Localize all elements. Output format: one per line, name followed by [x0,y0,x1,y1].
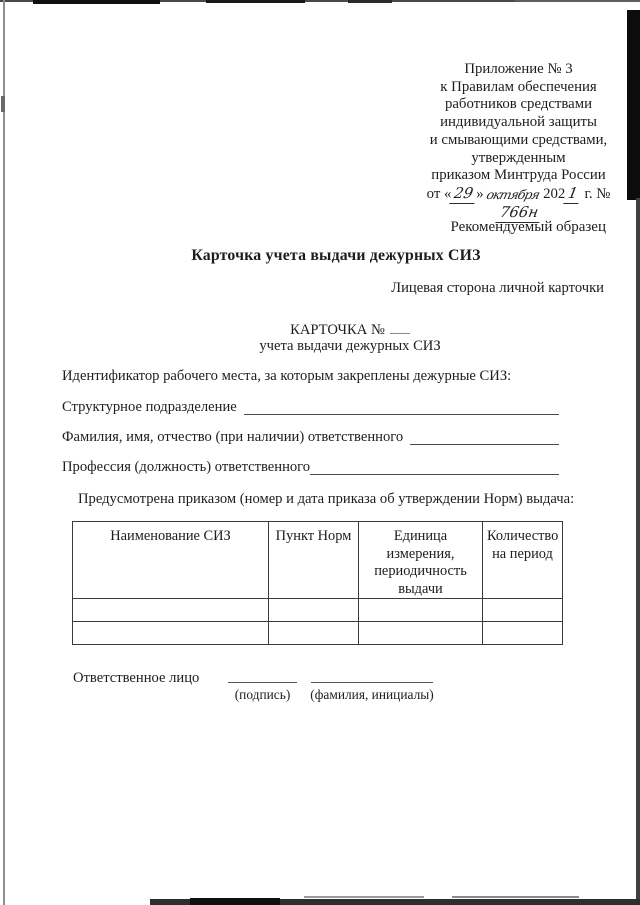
date-close-quote: » [476,185,484,202]
table-header-unit-period: Единица измерения, периодичность выдачи [359,522,483,599]
card-number-line [230,322,470,339]
table-cell [359,599,483,622]
appendix-line: утвержденным [471,149,566,166]
workplace-identifier-label: Идентификатор рабочего места, за которым закреплены дежурные СИЗ: [62,368,512,384]
table-cell [269,599,359,622]
card-heading [230,322,470,354]
table-cell [359,622,483,645]
scan-artifact-bottom-bar [150,899,640,905]
scan-artifact-top-edge-dark2 [206,0,305,3]
card-number-blank [390,322,410,334]
scan-artifact-bottom-dark [190,898,280,905]
table-header-quantity: Количество на период [483,522,563,599]
scan-artifact-top-edge-dark3 [348,0,392,3]
scan-artifact-top-edge-dark1 [33,0,160,4]
year-printed: 202 [543,185,566,202]
appendix-line: Приложение № 3 [464,61,573,77]
table-row [73,599,563,622]
department-blank-line [244,400,559,415]
handwritten-day: 29 [450,185,478,204]
table-row [73,622,563,645]
appendix-line: индивидуальной защиты [440,114,597,131]
responsible-position-blank-line [310,460,559,475]
scan-artifact-bottom-gray1 [304,896,424,898]
handwritten-month: октября [485,186,542,202]
responsible-position-field-row [62,459,559,475]
name-caption: (фамилия, инициалы) [310,687,434,702]
table-cell [73,599,269,622]
appendix-reference-block [415,61,622,222]
recommended-sample-note: Рекомендуемый образец [450,219,606,235]
handwritten-order-number: 766н [495,204,542,223]
scan-artifact-left-blob [1,96,5,112]
table-header-row [73,522,563,599]
scan-artifact-top-edge [0,0,640,2]
scan-artifact-left-edge [3,0,5,905]
scan-artifact-bottom-gray2 [452,896,579,898]
department-label: Структурное подразделение [62,399,237,415]
table-cell [483,599,563,622]
responsible-name-field-row [62,429,559,445]
appendix-line: работников средствами [444,96,593,113]
appendix-line: к Правилам обеспечения [440,78,597,95]
scan-artifact-right-bar [627,10,640,200]
signature-blank-line [228,669,297,683]
card-number-label: КАРТОЧКА № [290,322,385,338]
name-blank-line [311,669,433,683]
document-title: Карточка учета выдачи дежурных СИЗ [191,247,481,264]
appendix-line: и смывающими средствами, [429,131,608,148]
card-side-note: Лицевая сторона личной карточки [391,280,604,296]
responsible-name-blank-line [410,430,559,445]
table-cell [269,622,359,645]
card-subtitle: учета выдачи дежурных СИЗ [259,337,441,354]
table-header-siz-name: Наименование СИЗ [73,522,269,599]
responsible-person-label: Ответственное лицо [73,670,200,686]
year-suffix: г. № [584,185,611,202]
handwritten-year-digit: 1 [564,185,583,204]
scan-artifact-right-edge [636,198,640,905]
responsible-name-label: Фамилия, имя, отчество (при наличии) ответственного [62,429,404,445]
responsible-position-label: Профессия (должность) ответственного [62,459,311,475]
signature-caption: (подпись) [234,687,291,702]
table-header-norm-item: Пункт Норм [269,522,359,599]
order-date-line [415,185,622,222]
scan-artifact-top-edge-gray [515,0,640,2]
table-intro-label: Предусмотрена приказом (номер и дата приказа об утверждении Норм) выдача: [78,491,575,507]
siz-issue-table [72,521,563,645]
table-cell [483,622,563,645]
table-cell [73,622,269,645]
appendix-line: приказом Минтруда России [431,167,606,184]
department-field-row [62,399,559,415]
date-prefix: от « [426,185,452,202]
